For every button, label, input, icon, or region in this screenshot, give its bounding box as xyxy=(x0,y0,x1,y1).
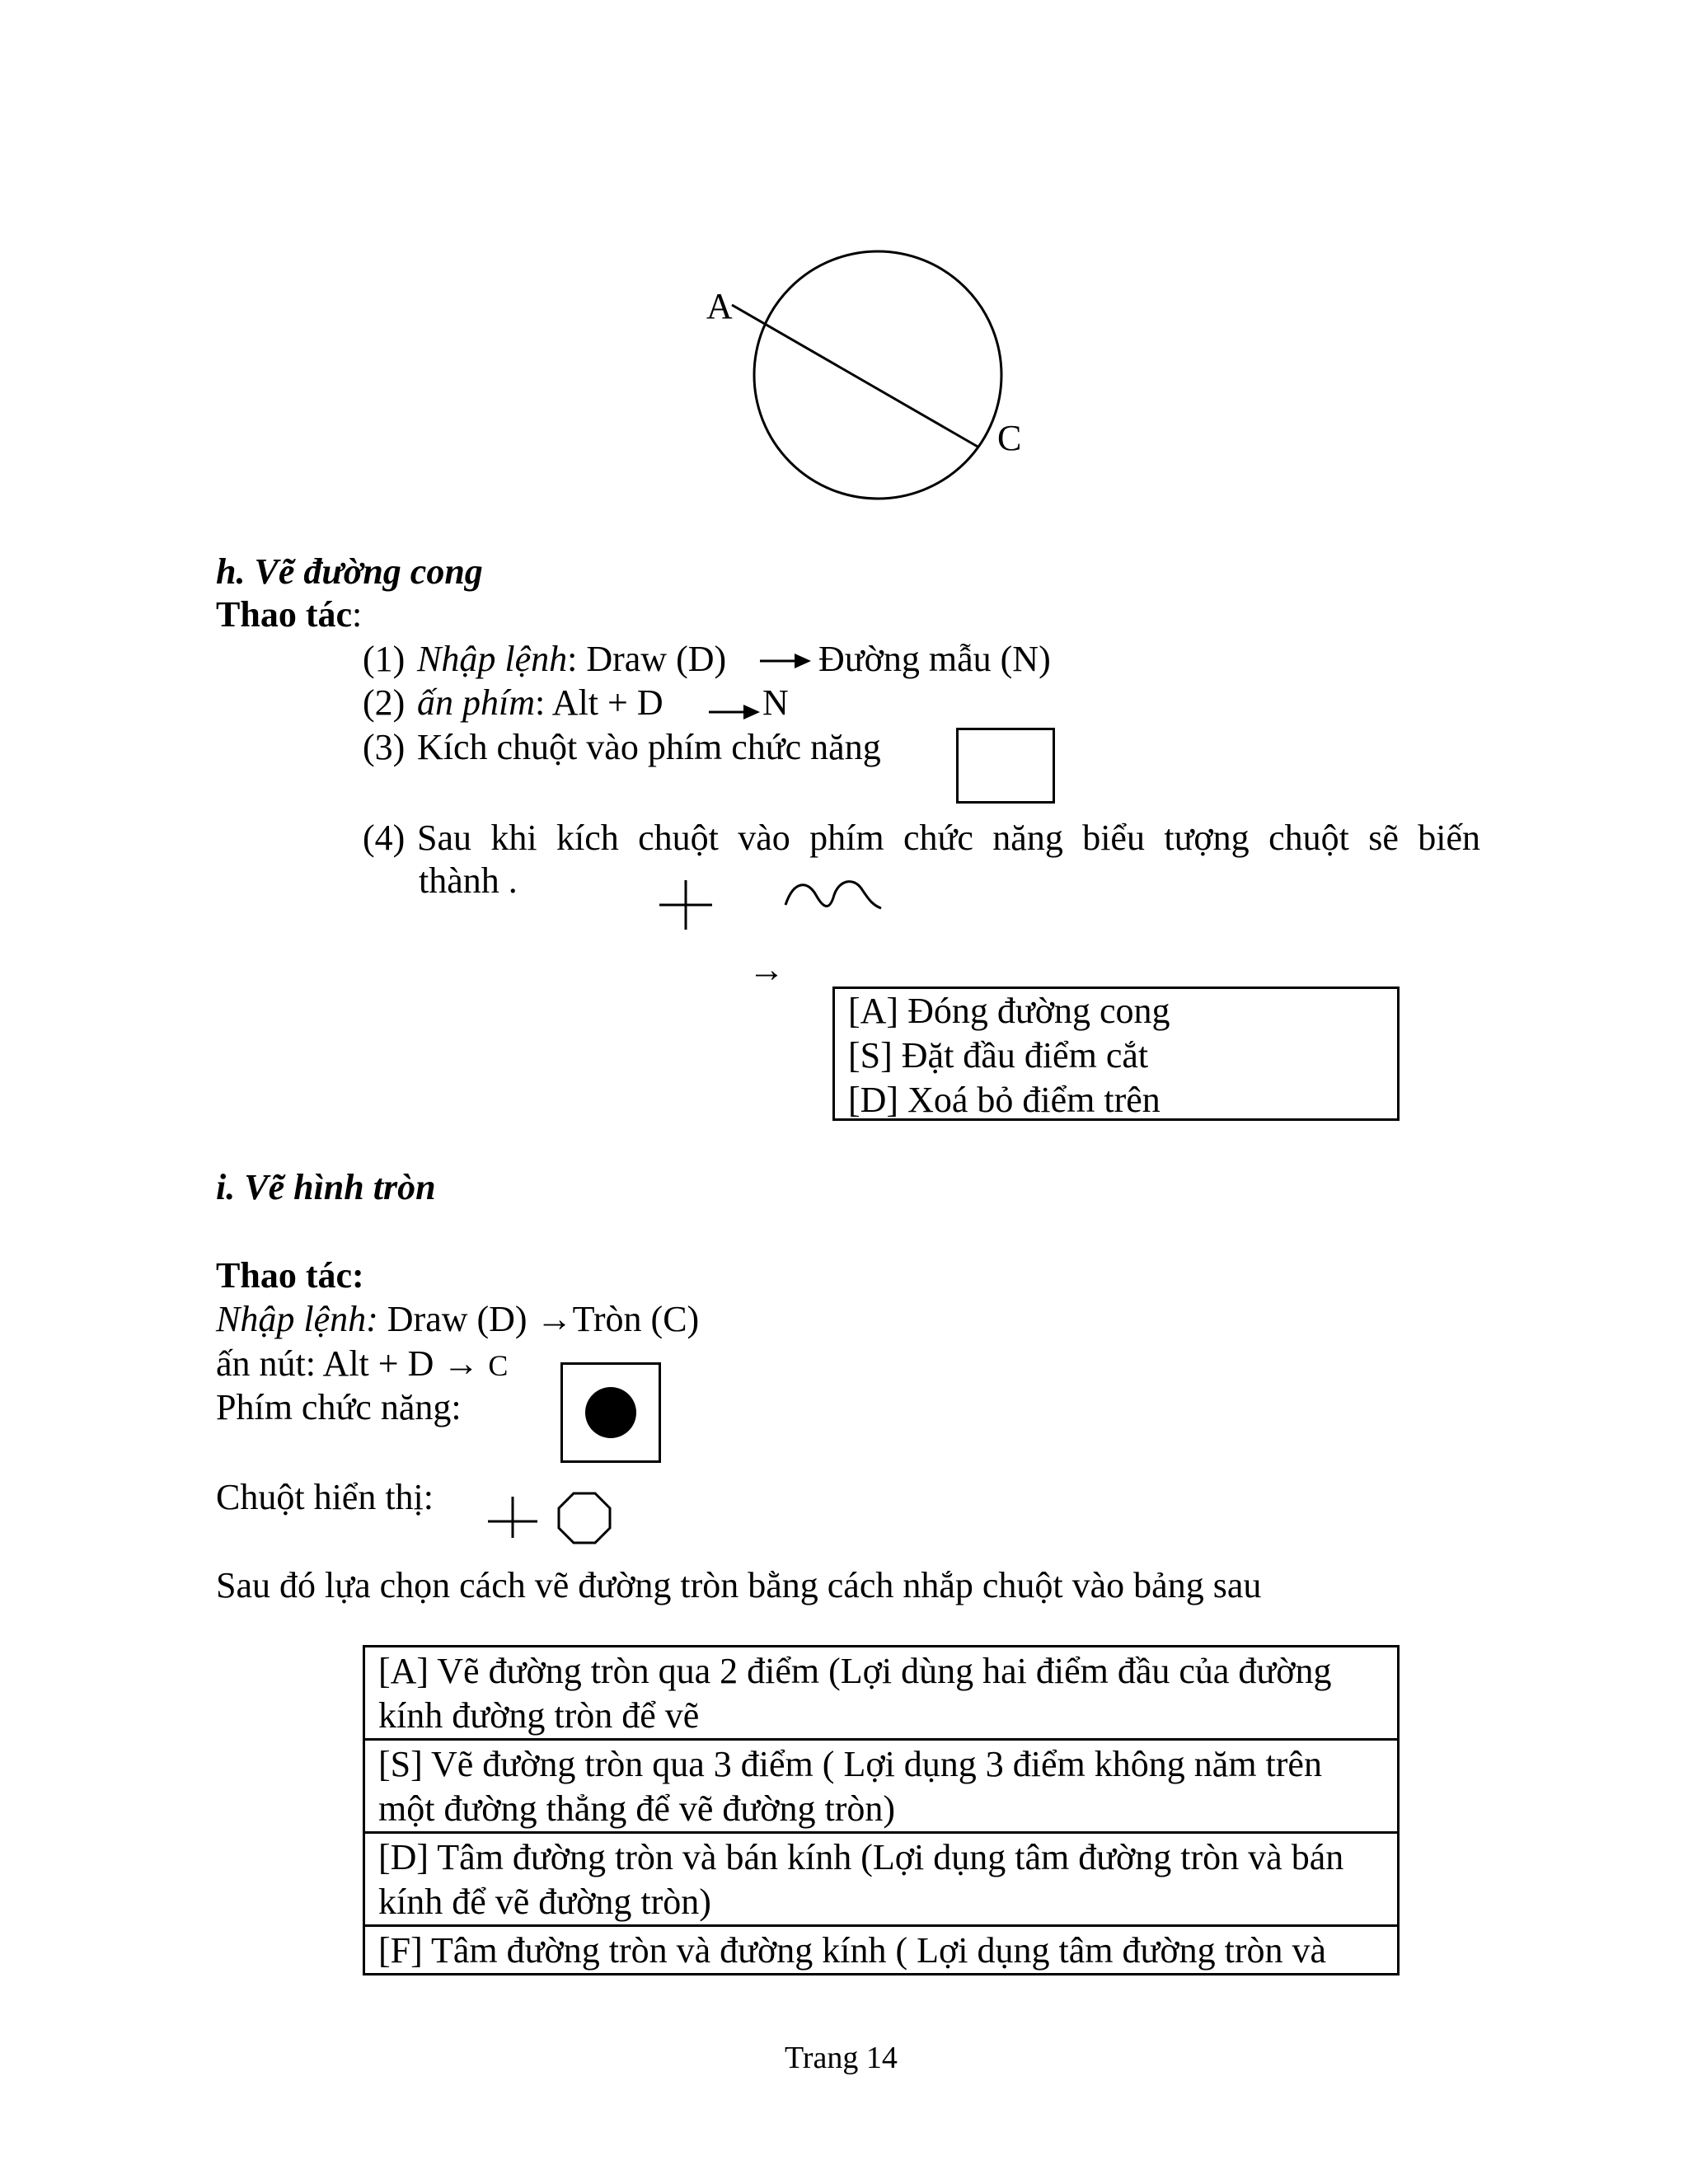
section-i-line2 xyxy=(216,1342,508,1388)
section-h-title: h. Vẽ đường cong xyxy=(216,551,483,592)
wave-curve-icon xyxy=(783,879,884,912)
curve-tool-button-icon xyxy=(956,728,1055,804)
step-3 xyxy=(363,725,881,770)
section-h-thao-tac xyxy=(216,593,362,637)
octagon-icon xyxy=(556,1490,613,1544)
option-two-points: [A] Vẽ đường tròn qua 2 điểm (Lợi dùng hai điểm đầu của đường kính đường tròn để vẽ xyxy=(364,1647,1399,1740)
section-i-phim-label: Phím chức năng: xyxy=(216,1387,462,1427)
step-4-num: (4) xyxy=(363,818,406,858)
step-2-num: (2) xyxy=(363,682,406,723)
section-i-line2-small: C xyxy=(488,1349,509,1382)
crosshair-cursor-icon xyxy=(658,880,714,930)
menu-item-close-curve: [A] Đóng đường cong xyxy=(848,991,1170,1031)
section-i-line1-text: Draw (D) →Tròn (C) xyxy=(377,1299,700,1339)
arrow-right-icon xyxy=(707,702,762,722)
option-center-radius: [D] Tâm đường tròn và bán kính (Lợi dụng tâm đường tròn và bán kính để vẽ đường tròn) xyxy=(364,1833,1399,1926)
figure-label-c: C xyxy=(997,418,1022,458)
option-three-points: [S] Vẽ đường tròn qua 3 điểm ( Lợi dụng 3 điểm không năm trên một đường thẳng để vẽ đường tròn) xyxy=(364,1740,1399,1833)
table-row xyxy=(364,1647,1399,1740)
thao-tac-colon: : xyxy=(352,594,363,635)
step-1 xyxy=(363,637,726,682)
option-center-diameter: [F] Tâm đường tròn và đường kính ( Lợi dụng tâm đường tròn và xyxy=(364,1926,1399,1975)
step-3-num: (3) xyxy=(363,727,406,767)
crosshair-cursor-icon xyxy=(486,1490,539,1538)
arrow-right-icon xyxy=(758,651,813,671)
section-i-thao-tac: Thao tác: xyxy=(216,1255,364,1296)
step-2-text: : Alt + D xyxy=(535,682,663,723)
table-row xyxy=(364,1833,1399,1926)
step-2 xyxy=(363,681,663,725)
figure-label-a: A xyxy=(706,286,733,326)
menu-item-set-cut-point: [S] Đặt đầu điểm cắt xyxy=(848,1035,1149,1076)
step-4-line1: Sau khi kích chuột vào phím chức năng biểu tượng chuột sẽ biến xyxy=(417,818,1480,858)
figure-chord xyxy=(732,305,979,448)
step-3-text: Kích chuột vào phím chức năng xyxy=(417,727,881,767)
step-1-result: Đường mẫu (N) xyxy=(818,639,1051,679)
step-4-line2: thành . xyxy=(419,860,518,901)
thao-tac-label: Thao tác xyxy=(216,594,352,635)
section-i-chuot-label: Chuột hiển thị: xyxy=(216,1477,434,1517)
step-1-num: (1) xyxy=(363,639,406,679)
step-1-italic: Nhập lệnh xyxy=(417,639,568,679)
table-row xyxy=(364,1926,1399,1975)
section-i-line1 xyxy=(216,1297,699,1342)
circle-options-table xyxy=(363,1645,1400,1975)
circle-tool-button-icon xyxy=(560,1362,661,1463)
curve-options-menu xyxy=(832,987,1400,1121)
section-i-line1-italic: Nhập lệnh: xyxy=(216,1299,378,1339)
arrow-right-small-icon: → xyxy=(748,949,785,990)
section-i-title: i. Vẽ hình tròn xyxy=(216,1167,436,1207)
section-i-instruction: Sau đó lựa chọn cách vẽ đường tròn bằng cách nhắp chuột vào bảng sau xyxy=(216,1565,1262,1605)
circle-chord-figure xyxy=(0,0,1688,577)
step-1-text: : Draw (D) xyxy=(567,639,727,679)
section-i-line2-main: ấn nút: Alt + D → xyxy=(216,1343,489,1384)
table-row xyxy=(364,1740,1399,1833)
step-2-result: N xyxy=(762,682,789,723)
step-2-italic: ấn phím xyxy=(417,682,535,723)
page-number: Trang 14 xyxy=(785,2041,898,2075)
figure-circle xyxy=(754,251,1001,499)
menu-item-delete-point: [D] Xoá bỏ điểm trên xyxy=(848,1080,1160,1120)
